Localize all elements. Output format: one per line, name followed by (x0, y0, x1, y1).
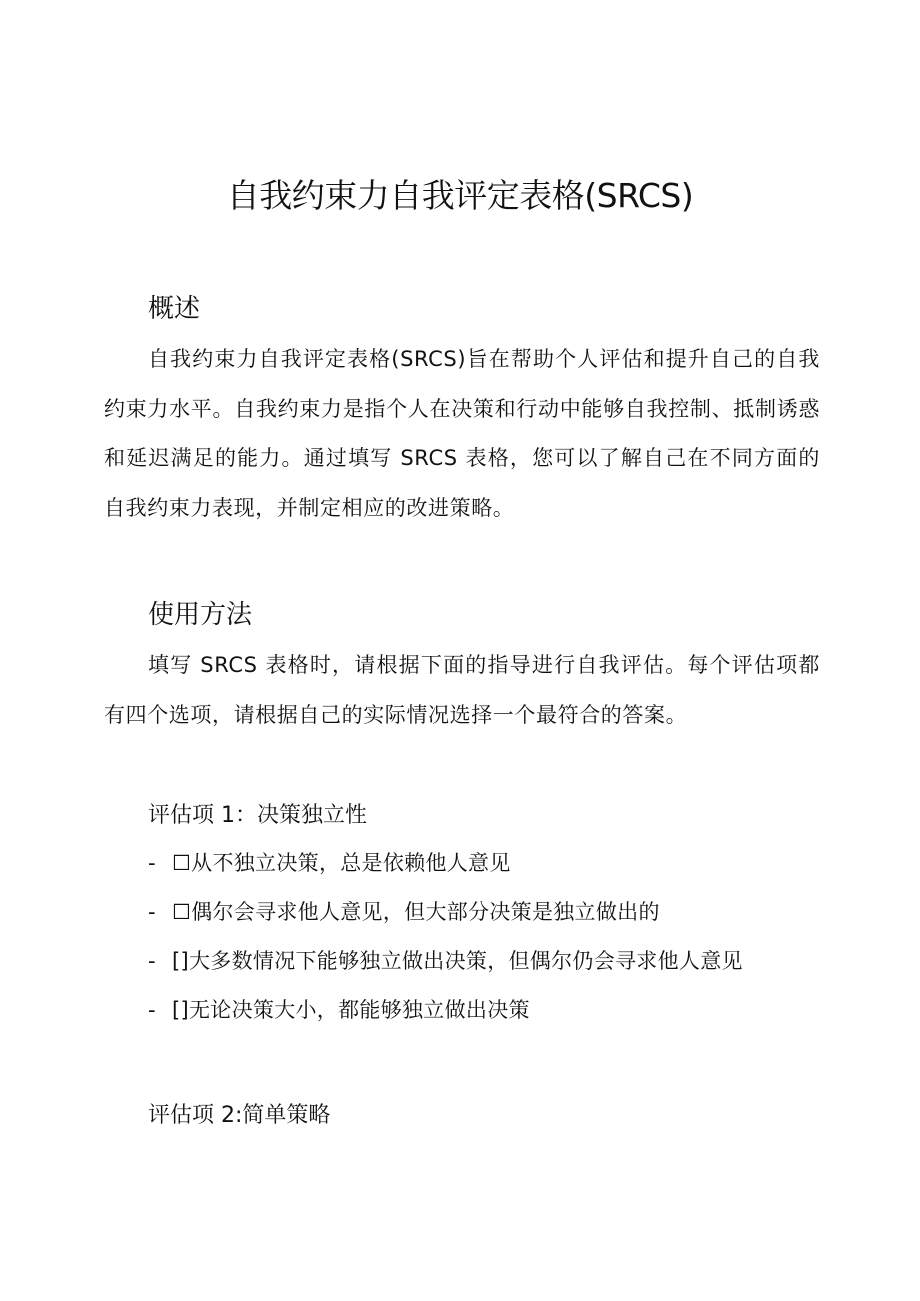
section-paragraph-usage: 填写 SRCS 表格时，请根据下面的指导进行自我评估。每个评估项都有四个选项，请根据自己的实际情况选择一个最符合的答案。 (104, 653, 820, 727)
option-text: 偶尔会寻求他人意见，但大部分决策是独立做出的 (191, 900, 660, 924)
document-title: 自我约束力自我评定表格(SRCS) (226, 176, 694, 215)
assessment-item-1-heading: 评估项 1：决策独立性 (148, 803, 367, 828)
option-row[interactable] (148, 892, 743, 941)
list-dash: - (148, 900, 156, 924)
assessment-item-1-options (148, 843, 743, 1039)
option-text: 无论决策大小，都能够独立做出决策 (189, 998, 530, 1022)
checkbox-brackets[interactable]: [] (172, 949, 189, 973)
checkbox-brackets[interactable]: [] (172, 998, 189, 1022)
checkbox-icon[interactable]: ☐ (172, 900, 192, 924)
list-dash: - (148, 851, 156, 875)
section-heading-overview: 概述 (148, 294, 201, 324)
checkbox-icon[interactable]: ☐ (172, 851, 192, 875)
option-text: 从不独立决策，总是依赖他人意见 (191, 851, 511, 875)
option-row[interactable] (148, 843, 743, 892)
section-paragraph-overview: 自我约束力自我评定表格(SRCS)旨在帮助个人评估和提升自己的自我约束力水平。自我约束力是指个人在决策和行动中能够自我控制、抵制诱惑和延迟满足的能力。通过填写 SRCS 表格，您可以了解自己在不同方面的自我约束力表现，并制定相应的改进策略。 (104, 347, 820, 520)
section-heading-usage: 使用方法 (148, 600, 253, 630)
assessment-item-2-heading: 评估项 2:简单策略 (148, 1103, 331, 1128)
option-row[interactable] (148, 990, 743, 1039)
list-dash: - (148, 949, 156, 973)
option-row[interactable] (148, 941, 743, 990)
option-text: 大多数情况下能够独立做出决策，但偶尔仍会寻求他人意见 (189, 949, 743, 973)
list-dash: - (148, 998, 156, 1022)
